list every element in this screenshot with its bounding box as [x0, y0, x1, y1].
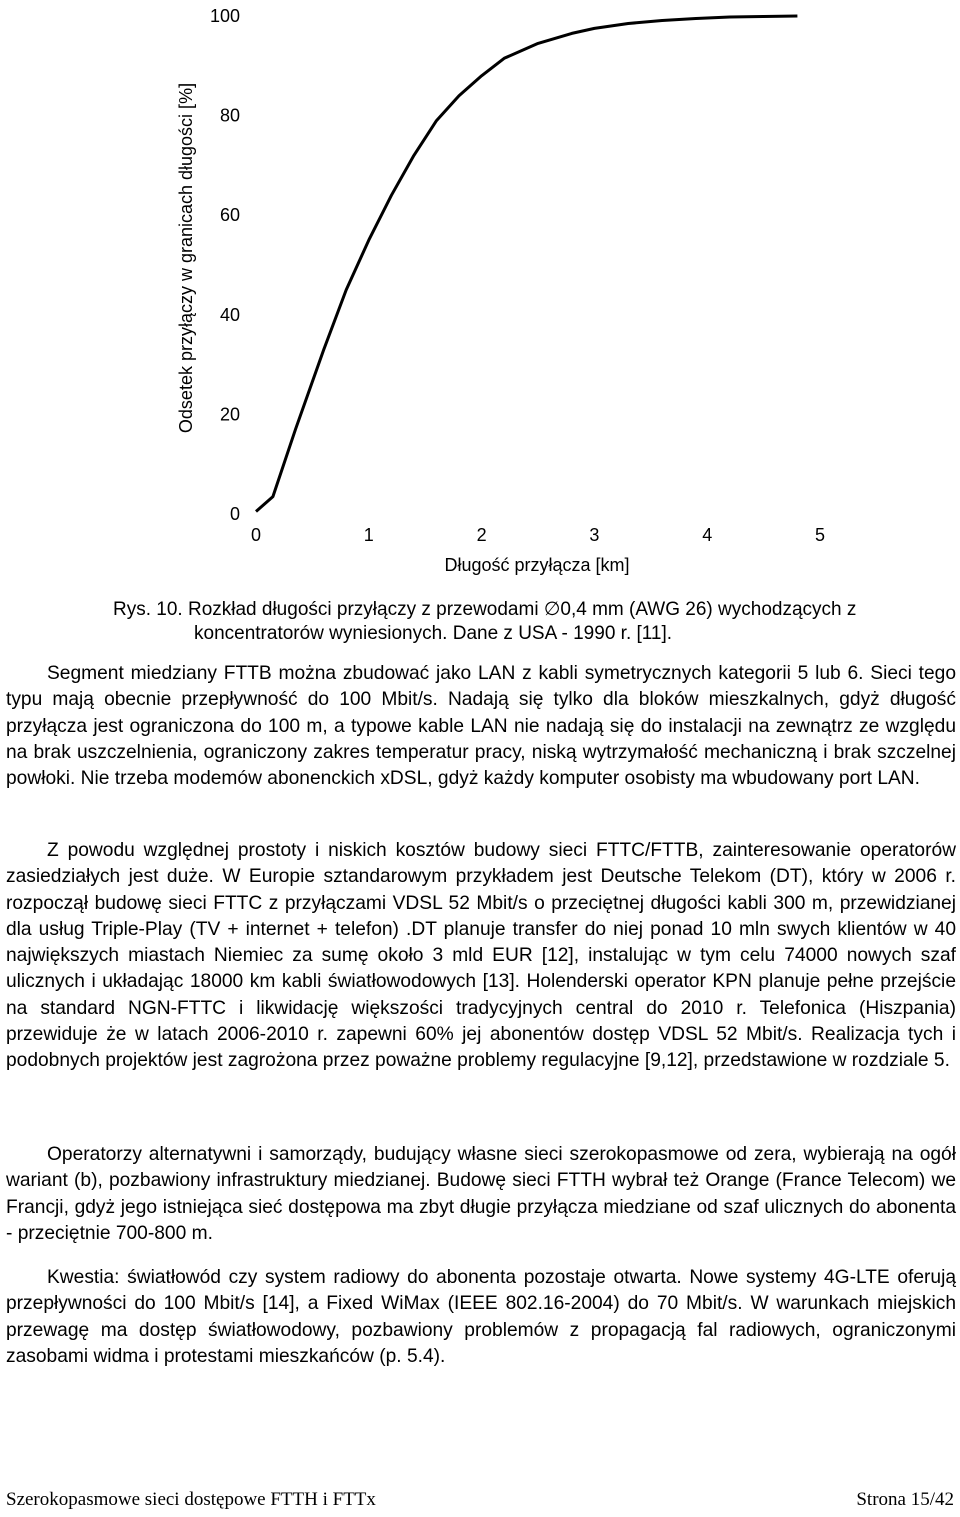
- page-number: Strona 15/42: [856, 1489, 954, 1510]
- paragraph-1: Segment miedziany FTTB można zbudować jako LAN z kabli symetrycznych kategorii 5 lub 6. Sieci tego typu mają obecnie przepływność do 100 Mbit/s. Nadają się tylko dla bloków mieszkalnych, gdyż długość przyłącza jest ograniczona do 100 m, a typowe kable LAN nie nadają się do instalacji na zewnątrz ze względu na brak uszczelnienia, ograniczony zakres temperatur pracy, niską wytrzymałość mechaniczną i brak szczelnej powłoki. Nie trzeba modemów abonenckich xDSL, gdyż każdy komputer osobisty ma wbudowany port LAN.: [6, 663, 956, 790]
- footer-title: Szerokopasmowe sieci dostępowe FTTH i FTTx: [6, 1489, 376, 1510]
- data-line: [256, 16, 797, 512]
- y-tick-label: 60: [219, 205, 240, 226]
- x-tick-label: 0: [250, 525, 262, 545]
- paragraph-4: Kwestia: światłowód czy system radiowy do abonenta pozostaje otwarta. Nowe systemy 4G-LTE oferują przepływności do 100 Mbit/s [14], a Fixed WiMax (IEEE 802.16-2004) do 70 Mbit/s. W warunkach miejskich przewagę ma dostęp światłowodowy, pozbawiony problemów z propagacją fal radiowych, ograniczonymi zasobami widma i protestami mieszkańców (p. 5.4).: [6, 1267, 956, 1367]
- x-tick-label: 2: [476, 525, 487, 545]
- x-tick-label: 5: [814, 525, 826, 545]
- caption-line-2: koncentratorów wyniesionych. Dane z USA - 1990 r. [11].: [194, 623, 673, 644]
- y-tick-label: 0: [229, 504, 240, 524]
- x-tick-labels: [251, 525, 825, 545]
- chart: [0, 0, 960, 590]
- paragraph-2: Z powodu względnej prostoty i niskich kosztów budowy sieci FTTC/FTTB, zainteresowanie operatorów zasiedziałych jest duże. W Europie sztandarowym przykładem jest Deutsche Telekom (DT), który w 2006 r. rozpoczął budowę sieci FTTC z przyłączami VDSL 52 Mbit/s o przeciętnej długości kabli 300 m, przewidzianej dla usług Triple-Play (TV + internet + telefon) .DT planuje transfer do niej ponad 10 mln swych klientów w 40 największych miastach Niemiec za sumę około 3 mld EUR [12], instalując w tym celu 74000 nowych szaf ulicznych i układając 18000 km kabli światłowodowych [13]. Holenderski operator KPN planuje pełne przejście na standard NGN-FTTC i likwidację większości tradycyjnych central do 2010 r. Telefonica (Hiszpania) przewiduje że w latach 2006-2010 r. zapewni 60% jej abonentów dostęp VDSL 52 Mbit/s. Realizacja tych i podobnych projektów jest zagrożona przez poważne problemy regulacyjne [9,12], przedstawione w rozdziale 5.: [6, 840, 956, 1072]
- paragraph-3: Operatorzy alternatywni i samorządy, budujący własne sieci szerokopasmowe od zera, wybierają na ogół wariant (b), pozbawiony infrastruktury miedzianej. Budowę sieci FTTH wybrał też Orange (France Telecom) we Francji, gdyż jego istniejąca sieć dostępowa ma zbyt długie przyłącza miedziane od szaf ulicznych do abonenta - przeciętnie 700-800 m.: [6, 1144, 956, 1244]
- x-tick-label: 4: [702, 525, 713, 545]
- caption-line-1: Rys. 10. Rozkład długości przyłączy z przewodami ∅0,4 mm (AWG 26) wychodzących z: [113, 599, 857, 620]
- figure-caption: [113, 598, 913, 646]
- y-tick-label: 100: [209, 6, 240, 26]
- x-axis-label: Długość przyłącza [km]: [444, 555, 630, 575]
- y-tick-label: 40: [219, 304, 240, 325]
- y-tick-label: 80: [219, 105, 240, 126]
- y-tick-labels: [210, 6, 240, 524]
- x-tick-label: 3: [589, 525, 600, 545]
- y-tick-label: 20: [219, 404, 240, 425]
- x-tick-label: 1: [363, 525, 374, 545]
- y-axis-label: Odsetek przyłączy w granicach długości [%]: [176, 82, 196, 434]
